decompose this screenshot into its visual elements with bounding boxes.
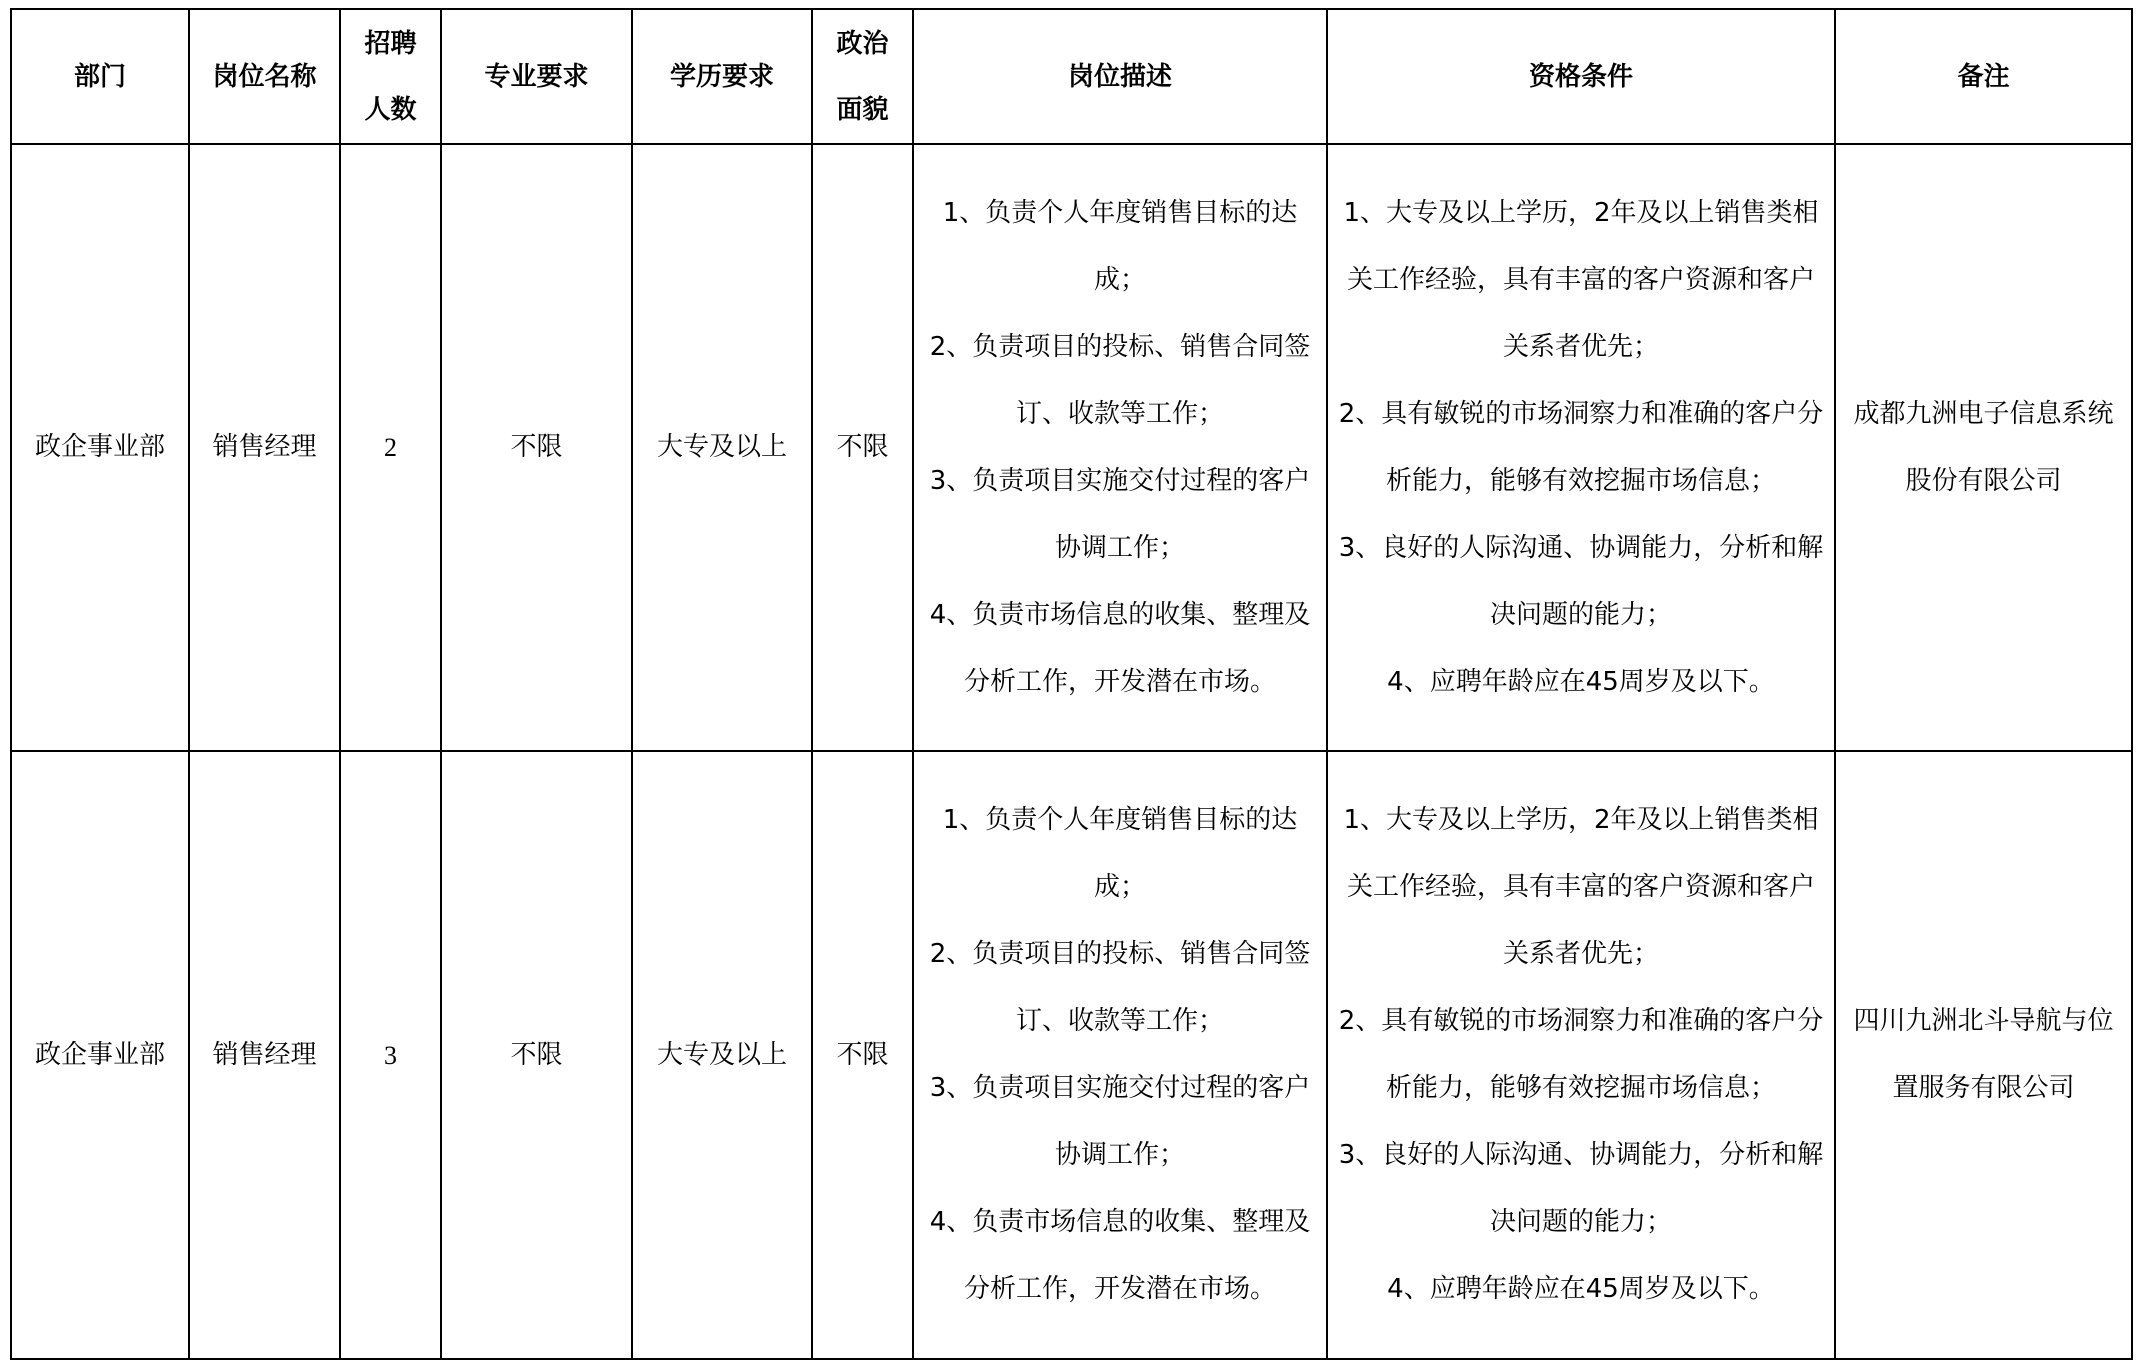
- header-row: [11, 9, 2132, 144]
- cell-position: 销售经理: [189, 751, 340, 1359]
- description-item: 3、负责项目实施交付过程的客户协调工作；: [929, 465, 1311, 563]
- header-remark: 备注: [1835, 9, 2132, 144]
- qualification-item: 2、具有敏锐的市场洞察力和准确的客户分析能力，能够有效挖掘市场信息；: [1338, 1006, 1824, 1103]
- qualification-item: 2、具有敏锐的市场洞察力和准确的客户分析能力，能够有效挖掘市场信息；: [1338, 398, 1824, 496]
- qualification-item: 4、应聘年龄应在45周岁及以下。: [1387, 666, 1775, 697]
- header-education: 学历要求: [632, 9, 812, 144]
- cell-education: 大专及以上: [632, 144, 812, 751]
- recruitment-table: [10, 8, 2133, 1360]
- cell-description: [913, 144, 1327, 751]
- header-political: 政治 面貌: [812, 9, 913, 144]
- table-row: [11, 751, 2132, 1359]
- header-count: 招聘 人数: [340, 9, 441, 144]
- header-qualification: 资格条件: [1327, 9, 1835, 144]
- description-item: 4、负责市场信息的收集、整理及分析工作，开发潜在市场。: [929, 1207, 1311, 1304]
- description-item: 2、负责项目的投标、销售合同签订、收款等工作；: [929, 331, 1311, 429]
- cell-qualification: [1327, 751, 1835, 1359]
- cell-dept: 政企事业部: [11, 751, 189, 1359]
- description-item: 1、负责个人年度销售目标的达成；: [942, 805, 1298, 902]
- cell-major: 不限: [441, 144, 632, 751]
- cell-count: 2: [340, 144, 441, 751]
- qualification-item: 3、良好的人际沟通、协调能力，分析和解决问题的能力；: [1338, 1140, 1824, 1237]
- header-major: 专业要求: [441, 9, 632, 144]
- description-item: 4、负责市场信息的收集、整理及分析工作，开发潜在市场。: [929, 599, 1311, 697]
- qualification-item: 1、大专及以上学历，2年及以上销售类相关工作经验，具有丰富的客户资源和客户关系者优先；: [1343, 197, 1819, 362]
- table-row: [11, 144, 2132, 751]
- qualification-item: 3、良好的人际沟通、协调能力，分析和解决问题的能力；: [1338, 532, 1824, 630]
- cell-education: 大专及以上: [632, 751, 812, 1359]
- qualification-item: 1、大专及以上学历，2年及以上销售类相关工作经验，具有丰富的客户资源和客户关系者优先；: [1343, 805, 1819, 969]
- cell-count: 3: [340, 751, 441, 1359]
- description-item: 3、负责项目实施交付过程的客户协调工作；: [929, 1073, 1311, 1170]
- header-dept: 部门: [11, 9, 189, 144]
- cell-political: 不限: [812, 751, 913, 1359]
- cell-political: 不限: [812, 144, 913, 751]
- header-description: 岗位描述: [913, 9, 1327, 144]
- cell-remark: 成都九洲电子信息系统股份有限公司: [1835, 144, 2132, 751]
- cell-description: [913, 751, 1327, 1359]
- description-item: 1、负责个人年度销售目标的达成；: [942, 197, 1298, 295]
- cell-major: 不限: [441, 751, 632, 1359]
- description-item: 2、负责项目的投标、销售合同签订、收款等工作；: [929, 939, 1311, 1036]
- header-position: 岗位名称: [189, 9, 340, 144]
- cell-dept: 政企事业部: [11, 144, 189, 751]
- cell-qualification: [1327, 144, 1835, 751]
- cell-remark: 四川九洲北斗导航与位置服务有限公司: [1835, 751, 2132, 1359]
- qualification-item: 4、应聘年龄应在45周岁及以下。: [1387, 1274, 1775, 1304]
- cell-position: 销售经理: [189, 144, 340, 751]
